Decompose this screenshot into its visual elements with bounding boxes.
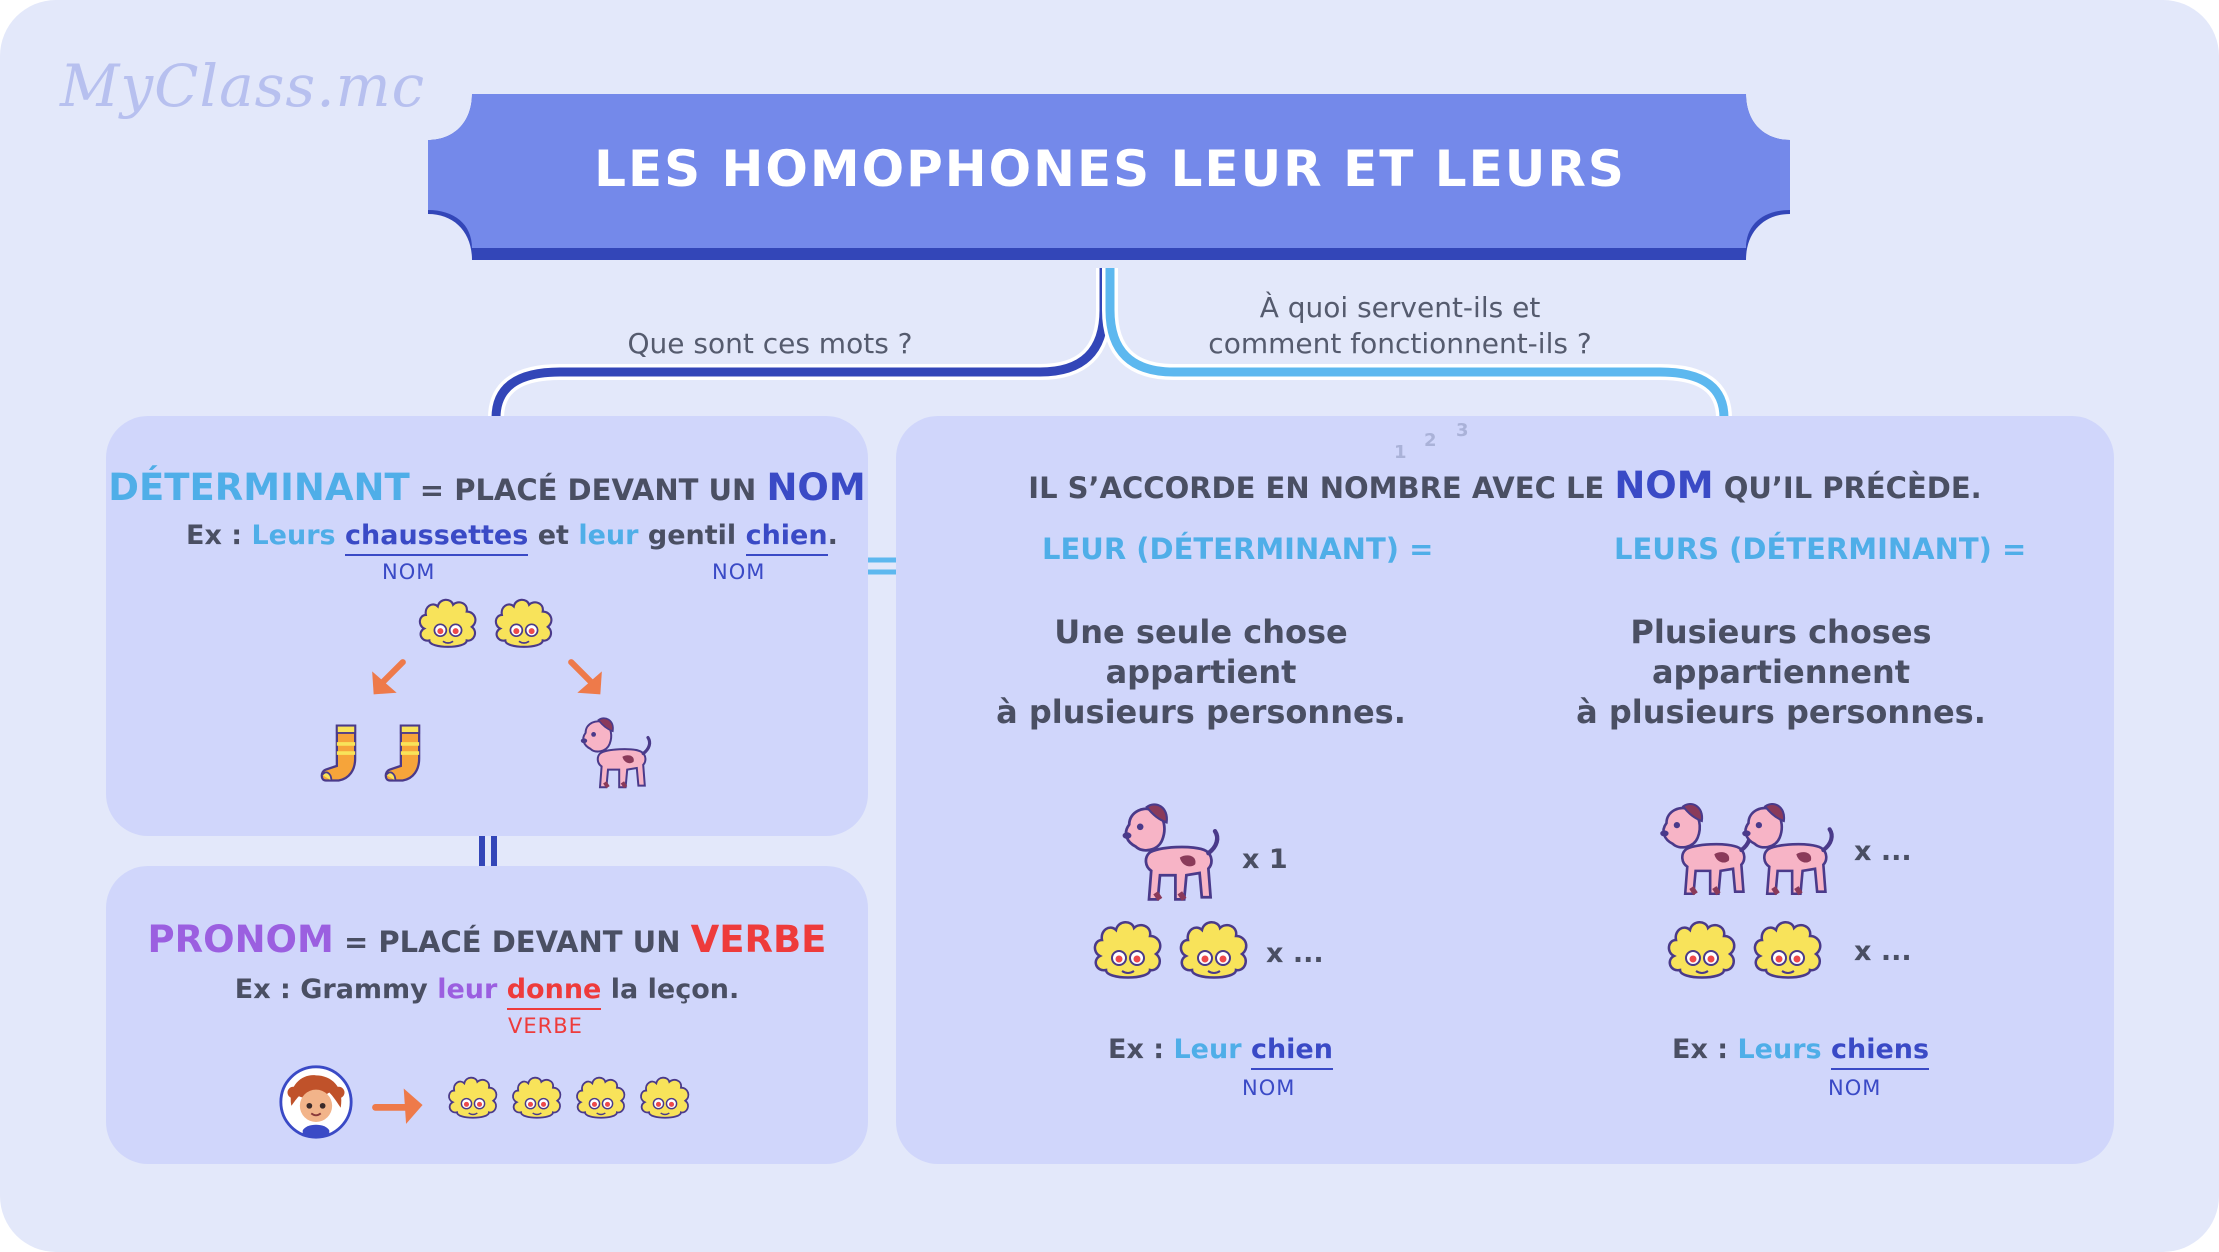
pronom-panel — [106, 866, 868, 1164]
arrow-down-left-icon — [366, 656, 412, 702]
head-icon — [490, 596, 558, 656]
dog-icon — [1116, 796, 1226, 906]
example-prefix: Ex : — [1108, 1034, 1165, 1065]
leurs-heads-multiplier: x ... — [1854, 936, 1912, 967]
pronom-heading — [106, 918, 868, 961]
leur-description — [936, 612, 1466, 732]
head-icon — [636, 1074, 694, 1126]
leur-dog-multiplier: x 1 — [1242, 844, 1288, 875]
leurs-dog-multiplier: x ... — [1854, 836, 1912, 867]
head-icon — [414, 596, 482, 656]
nom-tag-2: NOM — [712, 560, 766, 584]
leurs-desc-line1: Plusieurs choses — [1630, 613, 1932, 651]
branch-label-right-line1: À quoi servent-ils et — [1259, 291, 1541, 324]
example-word-gentil: gentil — [647, 520, 737, 551]
example-word-chaussettes: chaussettes — [345, 520, 528, 556]
arrow-right-icon — [364, 1070, 435, 1141]
determinant-keyword: DÉTERMINANT — [108, 466, 410, 509]
nom-tag-1: NOM — [382, 560, 436, 584]
example-word-leur: leur — [437, 974, 498, 1005]
agreement-rule-post: QU’IL PRÉCÈDE. — [1723, 471, 1982, 505]
number-2: 2 — [1424, 430, 1437, 451]
agreement-rule — [896, 464, 2114, 507]
example-word-lecon: la leçon. — [610, 974, 740, 1005]
head-icon — [508, 1074, 566, 1126]
pronom-example — [106, 974, 868, 1005]
determinant-example — [186, 520, 838, 551]
example-word-leur: leur — [578, 520, 639, 551]
leurs-description — [1516, 612, 2046, 732]
sock-icon — [382, 722, 438, 786]
head-icon — [1088, 918, 1168, 988]
example-prefix: Ex : — [234, 974, 291, 1005]
leurs-desc-line2: appartiennent — [1651, 653, 1911, 691]
agreement-rule-pre: IL S’ACCORDE EN NOMBRE AVEC LE — [1028, 471, 1605, 505]
example-word-chien: chien — [1251, 1034, 1333, 1070]
dog-icon — [1736, 796, 1840, 900]
leurs-heading: LEURS (DÉTERMINANT) = — [1614, 532, 2027, 566]
leurs-nom-tag: NOM — [1828, 1076, 1882, 1100]
head-icon — [1174, 918, 1254, 988]
leur-desc-line1: Une seule chose — [1054, 613, 1348, 651]
number-3: 3 — [1456, 420, 1469, 441]
leur-heading: LEUR (DÉTERMINANT) = — [1042, 532, 1434, 566]
leurs-desc-line3: à plusieurs personnes. — [1576, 693, 1986, 731]
branch-label-left: Que sont ces mots ? — [627, 327, 913, 360]
branch-label-right-line2: comment fonctionnent-ils ? — [1208, 327, 1592, 360]
pronom-target: VERBE — [690, 918, 827, 961]
dog-icon — [576, 712, 656, 792]
leur-desc-line3: à plusieurs personnes. — [996, 693, 1406, 731]
example-word-chien: chien — [746, 520, 828, 556]
head-icon — [572, 1074, 630, 1126]
example-word-donne: donne — [507, 974, 602, 1010]
example-word-et: et — [537, 520, 569, 551]
sock-icon — [318, 722, 374, 786]
pronom-rule: = PLACÉ DEVANT UN — [343, 925, 681, 959]
myclass-logo: MyClass.mc — [60, 52, 426, 120]
number-1: 1 — [1394, 442, 1407, 463]
leur-nom-tag: NOM — [1242, 1076, 1296, 1100]
leur-example — [1108, 1034, 1333, 1065]
branch-label-right — [1150, 290, 1650, 362]
example-end: . — [827, 520, 838, 551]
example-word-leurs: Leurs — [1737, 1034, 1822, 1065]
example-word-grammy: Grammy — [300, 974, 428, 1005]
leurs-example — [1672, 1034, 1929, 1065]
agreement-panel — [896, 416, 2114, 1164]
determinant-target: NOM — [766, 466, 866, 509]
determinant-rule: = PLACÉ DEVANT UN — [419, 473, 757, 507]
verbe-tag: VERBE — [508, 1014, 583, 1038]
leur-heads-multiplier: x ... — [1266, 938, 1324, 969]
page-title: LES HOMOPHONES LEUR ET LEURS — [594, 140, 1626, 198]
determinant-panel — [106, 416, 868, 836]
determinant-heading — [106, 466, 868, 509]
example-word-chiens: chiens — [1831, 1034, 1929, 1070]
agreement-rule-target: NOM — [1614, 464, 1714, 507]
grammy-avatar-icon — [278, 1064, 354, 1140]
head-icon — [1662, 918, 1742, 988]
pronom-keyword: PRONOM — [147, 918, 334, 961]
head-icon — [444, 1074, 502, 1126]
arrow-down-right-icon — [562, 656, 608, 702]
example-prefix: Ex : — [186, 520, 243, 551]
example-prefix: Ex : — [1672, 1034, 1729, 1065]
example-word-leur: Leur — [1173, 1034, 1242, 1065]
leur-desc-line2: appartient — [1105, 653, 1297, 691]
head-icon — [1748, 918, 1828, 988]
example-word-leurs: Leurs — [251, 520, 336, 551]
